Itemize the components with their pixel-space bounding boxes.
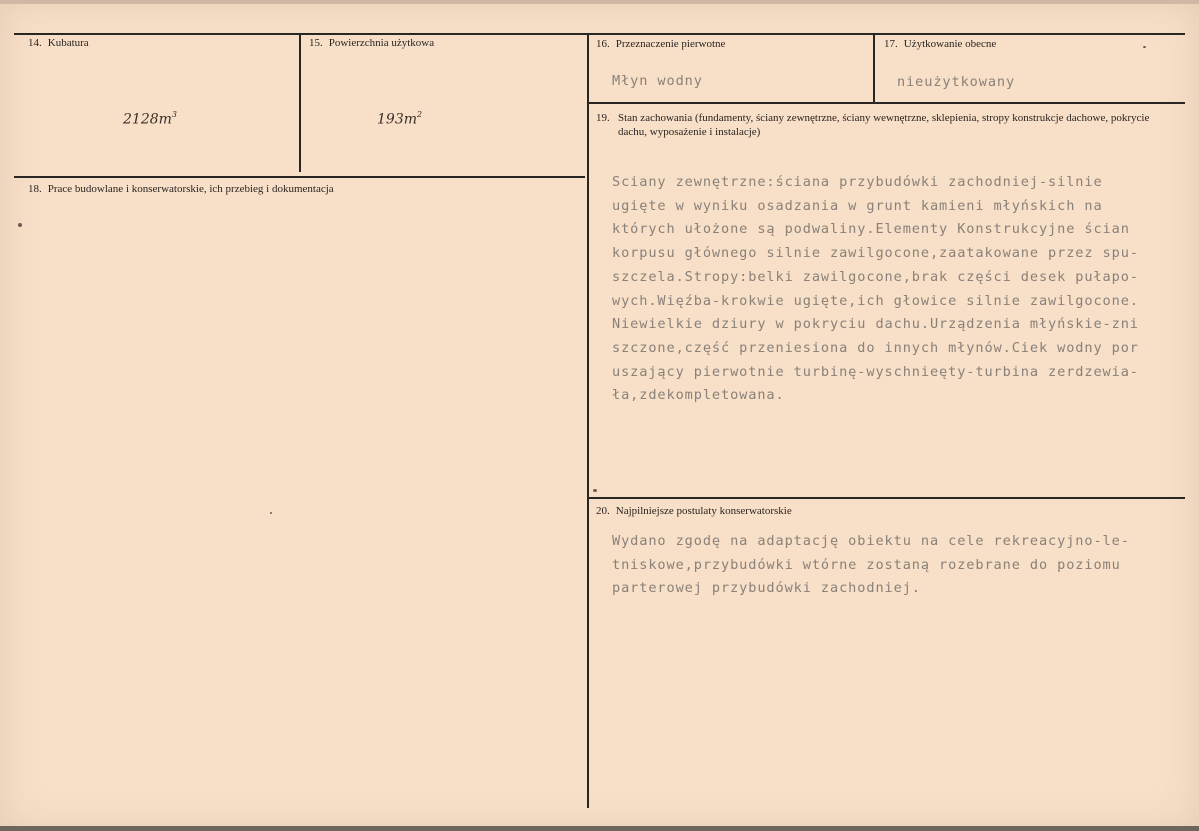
field-17-title: Użytkowanie obecne — [903, 38, 997, 50]
field-17-label — [884, 37, 996, 51]
paper-speck — [270, 512, 272, 514]
kubatura-unit-exponent: 3 — [171, 110, 177, 119]
field-18-title: Prace budowlane i konserwatorskie, ich przebieg i dokumentacja — [47, 183, 334, 195]
field-19-line: szczela.Stropy:belki zawilgocone,brak części desek pułapo- — [612, 268, 1139, 285]
field-19-line: ła,zdekompletowana. — [612, 387, 785, 404]
kubatura-value: 2128m — [123, 111, 172, 128]
field-14-title: Kubatura — [47, 37, 89, 49]
card-bottom-edge — [0, 826, 1199, 831]
field-19-line: ugięte w wyniku osadzania w grunt kamieni młyńskich na — [612, 197, 1103, 214]
divider-14-15 — [299, 33, 301, 172]
powierzchnia-value: 193m — [377, 111, 417, 128]
field-15-label — [309, 36, 434, 50]
field-19-line: których ułożone są podwaliny.Elementy Konstrukcyjne ścian — [612, 221, 1130, 238]
field-14-value — [123, 111, 177, 128]
field-14-number: 14. — [28, 37, 42, 49]
field-16-value: Młyn wodny — [612, 73, 703, 89]
field-19-text — [612, 171, 1139, 408]
field-17-number: 17. — [884, 38, 898, 50]
field-19-number: 19. — [596, 112, 610, 124]
field-14-label — [28, 36, 89, 50]
rule-above-20 — [589, 497, 1185, 499]
field-19-line: wych.Więźba-krokwie ugięte,ich głowice silnie zawilgocone. — [612, 292, 1139, 309]
field-19-title: Stan zachowania (fundamenty, ściany zewnętrzne, ściany wewnętrzne, sklepienia, stropy konstrukcje dachowe, pokrycie dachu, wyposażenie i instalacje) — [618, 112, 1150, 138]
field-20-number: 20. — [596, 505, 610, 517]
card-top-edge — [0, 0, 1199, 4]
field-16-number: 16. — [596, 38, 610, 50]
field-20-label — [596, 504, 792, 518]
field-16-label — [596, 37, 725, 51]
center-divider — [587, 33, 589, 808]
field-19-line: Niewielkie dziury w pokryciu dachu.Urządzenia młyńskie-zni — [612, 316, 1139, 333]
field-20-line: tniskowe,przybudówki wtórne zostaną rozebrane do poziomu — [612, 556, 1121, 573]
field-20-line: parterowej przybudówki zachodniej. — [612, 580, 921, 597]
top-rule — [14, 33, 1185, 35]
field-19-line: korpusu głównego silnie zawilgocone,zaatakowane przez spu- — [612, 245, 1139, 262]
powierzchnia-unit-exponent: 2 — [417, 110, 423, 119]
field-15-title: Powierzchnia użytkowa — [328, 37, 435, 49]
field-20-text — [612, 530, 1130, 601]
field-20-title: Najpilniejsze postulaty konserwatorskie — [615, 505, 792, 517]
field-20-line: Wydano zgodę na adaptację obiektu na cele rekreacyjno-le- — [612, 533, 1130, 549]
rule-under-14-15 — [14, 176, 585, 178]
rule-above-19 — [589, 102, 1185, 104]
field-19-line: Sciany zewnętrzne:ściana przybudówki zachodniej-silnie — [612, 174, 1103, 190]
field-19-line: uszający pierwotnie turbinę-wyschnieęty-turbina zerdzewia- — [612, 363, 1139, 380]
paper-speck — [1143, 46, 1146, 48]
paper-speck — [593, 489, 597, 492]
field-18-number: 18. — [28, 183, 42, 195]
paper-speck — [18, 223, 22, 227]
field-17-value: nieużytkowany — [897, 74, 1016, 90]
field-15-number: 15. — [309, 37, 323, 49]
field-15-value — [377, 111, 422, 128]
field-18-label — [28, 182, 334, 196]
field-19-line: szczone,część przeniesiona do innych młynów.Ciek wodny por — [612, 339, 1139, 356]
field-16-title: Przeznaczenie pierwotne — [615, 38, 726, 50]
divider-16-17 — [873, 33, 875, 102]
